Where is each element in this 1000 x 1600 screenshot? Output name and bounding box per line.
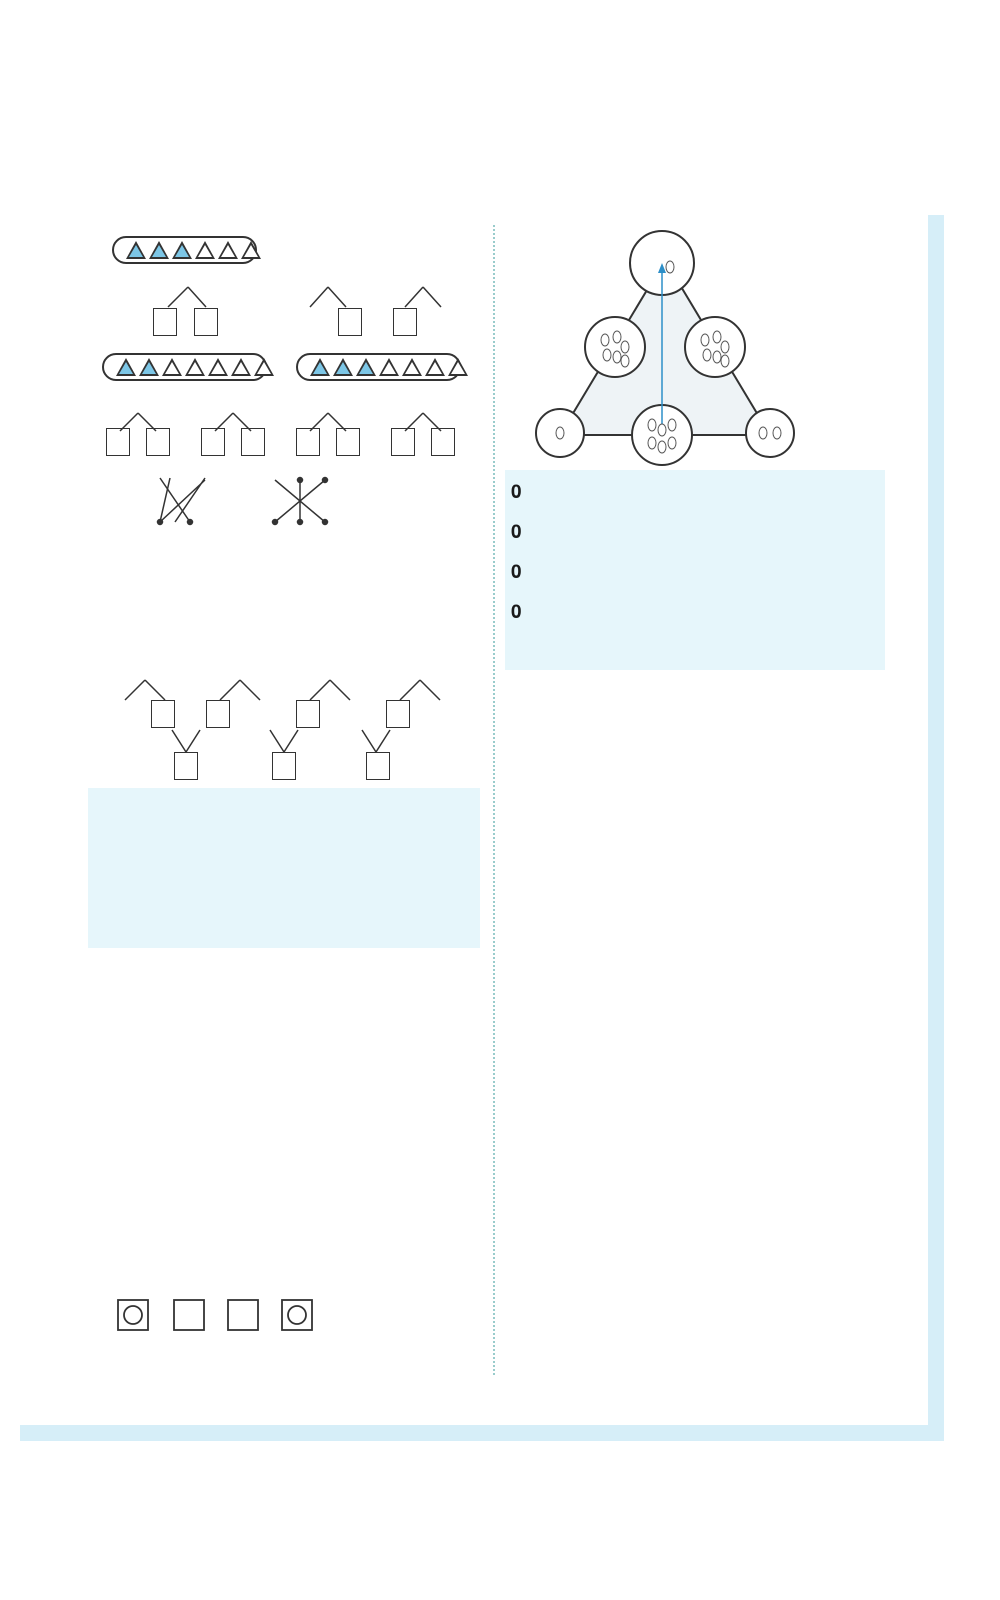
answer-box (194, 308, 218, 336)
triangle-icon (379, 358, 399, 376)
answer-box (296, 700, 320, 728)
egg-icon: 𝟎 (511, 481, 525, 503)
answer-box (174, 752, 198, 780)
triangle-icon (425, 358, 445, 376)
answer-box (201, 428, 225, 456)
triangle-pill-1 (112, 236, 257, 264)
egg-icon: 𝟎 (511, 521, 525, 543)
answer-box (151, 700, 175, 728)
triangle-icon (254, 358, 274, 376)
triangle-icon (162, 358, 182, 376)
triangle-icon (185, 358, 205, 376)
triangle-icon (402, 358, 422, 376)
answer-box (296, 428, 320, 456)
triangle-pill-3 (296, 353, 461, 381)
explanation-box-2 (505, 470, 885, 670)
triangle-icon (218, 241, 238, 259)
triangle-icon (356, 358, 376, 376)
answer-box (366, 752, 390, 780)
answer-box (386, 700, 410, 728)
explanation-box (88, 788, 480, 948)
column-divider (493, 225, 495, 1375)
triangle-icon (208, 358, 228, 376)
answer-line (526, 785, 539, 809)
answer-box (431, 428, 455, 456)
triangle-icon (333, 358, 353, 376)
triangle-icon (126, 241, 146, 259)
egg-icon: 𝟎 (511, 601, 525, 623)
answer-box (338, 308, 362, 336)
answer-box (153, 308, 177, 336)
triangle-icon (448, 358, 468, 376)
answer-box (106, 428, 130, 456)
answer-box (391, 428, 415, 456)
shape-boxes (116, 1298, 316, 1334)
triangle-pill-2 (102, 353, 267, 381)
matching-lines-diagram (150, 470, 340, 530)
answer-box (272, 752, 296, 780)
triangle-icon (195, 241, 215, 259)
answer-box (393, 308, 417, 336)
egg-icon: 𝟎 (511, 561, 525, 583)
triangle-icon (116, 358, 136, 376)
triangle-icon (139, 358, 159, 376)
triangle-icon (149, 241, 169, 259)
triangle-icon (231, 358, 251, 376)
triangle-icon (172, 241, 192, 259)
triangle-icon (310, 358, 330, 376)
triangle-circles-diagram (525, 225, 805, 470)
answer-box (336, 428, 360, 456)
triangle-icon (241, 241, 261, 259)
answer-box (206, 700, 230, 728)
answer-box (146, 428, 170, 456)
answer-box (241, 428, 265, 456)
